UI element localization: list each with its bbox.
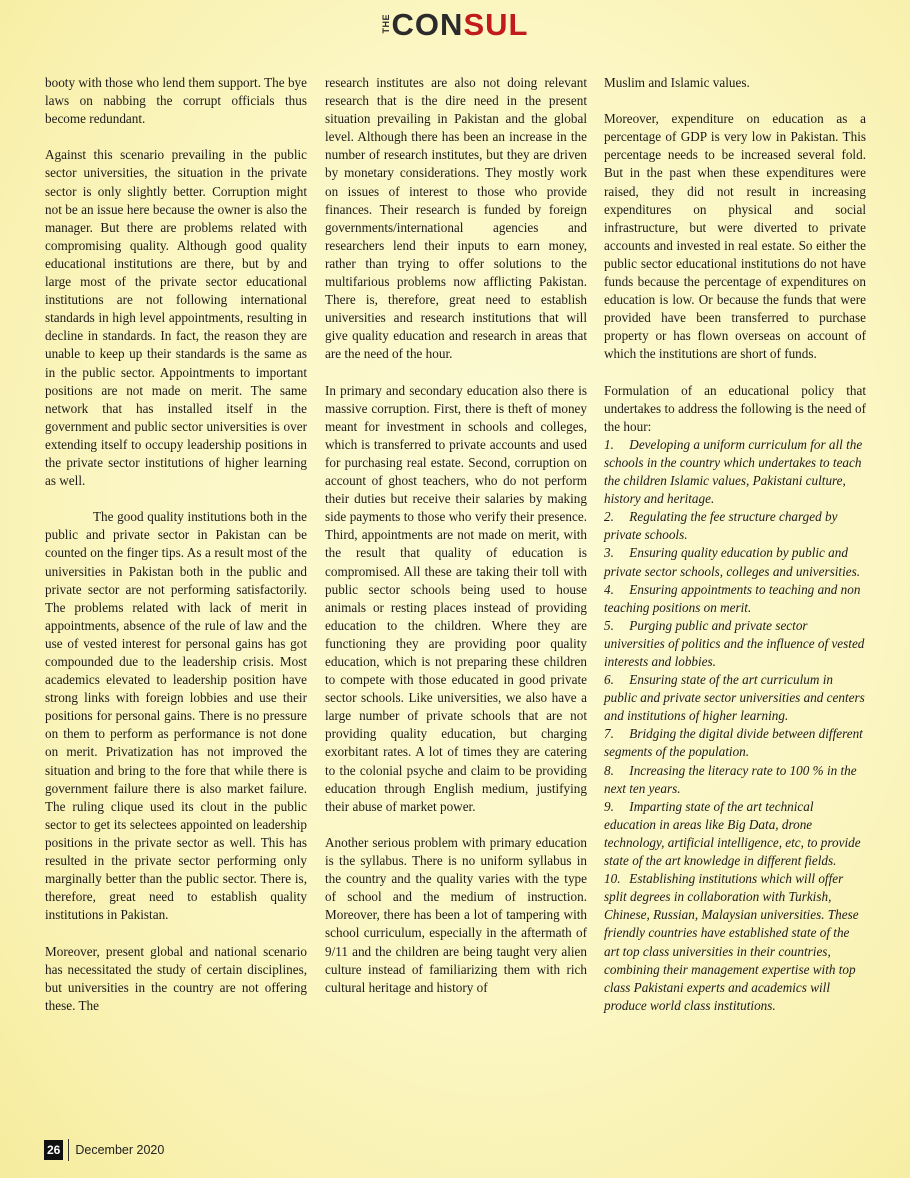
article-column-1 [45,74,307,1033]
policy-list [604,436,866,1015]
policy-list-item [604,870,866,1015]
list-item-text: Ensuring quality education by public and private sector schools, colleges and universities. [604,545,861,579]
logo-wordmark [391,6,529,42]
list-item-text: Ensuring appointments to teaching and non teaching positions on merit. [604,581,861,615]
article-column-2 [325,74,587,1015]
issue-date: December 2020 [75,1143,165,1157]
list-item-text: Purging public and private sector universities of politics and the influence of vested interests and lobbies. [604,617,865,669]
policy-list-item [604,725,866,761]
list-item-text: Establishing institutions which will offer split degrees in collaboration with Turkish, Chinese, Russian, Malaysian universities. These friendly countries have established state of the art top class universities in their countries, combining their management expertise with top class Pakistani experts and academics will produce world class institutions. [604,871,859,1013]
paragraph: Another serious problem with primary education is the syllabus. There is no uniform syllabus in the country and the quality varies with the type of school and the medium of instruction. Moreover, there has been a lot of tampering with school curriculum, especially in the aftermath of 9/11 and the children are being taught very alien culture instead of familiarizing them with rich cultural heritage and history of [325,834,587,995]
footer-divider [68,1139,69,1161]
list-number: 6. [604,672,614,688]
list-number: 10. [604,871,621,887]
list-item-text: Bridging the digital divide between different segments of the population. [604,726,863,760]
policy-list-item [604,798,866,870]
policy-list-item [604,617,866,671]
article-column-3 [604,74,866,1015]
magazine-logo [380,6,529,42]
page-number: 26 [44,1140,63,1160]
policy-list-item [604,581,866,617]
list-number: 4. [604,581,614,597]
paragraph: Against this scenario prevailing in the public sector universities, the situation in the private sector is only slightly better. Corruption might not be an issue here because the owner is also the manager. But there are problems related with compromising quality. Although good quality educational institutions are there, but by and large most of the private sector educational institutions are not following international standards in high level appointments, resulting in decline in standards. In fact, the reason they are unable to keep up their standards is the same as in the public sector. Appointments to important positions are not made on merit. The same network that has installed itself in the government and public sector universities is over extending itself to occupy leadership positions in the private sector institutions of higher learning as well. [45,147,307,489]
paragraph: Formulation of an educational policy that undertakes to address the following is the need of the hour: [604,382,866,434]
paragraph: research institutes are also not doing relevant research that is the dire need in the present situation prevailing in Pakistan and the global level. Although there has been an increase in the number of research institutes, but they are driven by monetary considerations. They mostly work on issues of interest to those who provide finances. Their research is funded by foreign governments/international agencies and researchers lend their inputs to earn money, rather than trying to offer solutions to the multifarious problems now afflicting Pakistan. There is, therefore, great need to establish universities and research institutions that will give quality education and research in areas that are the need of the hour. [325,75,587,362]
policy-list-item [604,671,866,725]
paragraph: In primary and secondary education also there is massive corruption. First, there is theft of money meant for investment in schools and colleges, which is transferred to private accounts and used for purchasing real estate. Second, corruption on account of ghost teachers, who do not perform their duties but receive their salaries by making side payments to those who verify their presence. Third, appointments are not made on merit, with the result that quality of education is compromised. All these are taking their toll with public sector schools being used to house animals or resting places instead of providing education to the children. Where they are functioning they are providing poor quality education, which is not preparing these children to compete with those educated in good private sector schools. Like universities, we also have a large number of private schools that are not providing quality education, but charging exorbitant rates. A lot of times they are catering to the colonial psyche and claim to be providing education through English medium, justifying their abuse of market power. [325,382,587,814]
list-number: 3. [604,545,614,561]
list-number: 2. [604,509,614,525]
list-number: 8. [604,762,614,778]
policy-list-item [604,762,866,798]
logo-word-part-1: CON [391,6,464,42]
policy-list-item [604,436,866,508]
paragraph: Moreover, expenditure on education as a percentage of GDP is very low in Pakistan. This percentage needs to be increased several fold. But in the past when these expenditures were raised, they did not result in increasing expenditures on physical and social infrastructure, but were diverted to private accounts and invested in real estate. So either the public sector educational institutions do not have funds because the percentage of expenditures on education is low. Or because the funds that were provided have been transferred to purchase property or has flown overseas on account of which the institutions are short of funds. [604,111,866,362]
paragraph: Moreover, present global and national scenario has necessitated the study of certain disciplines, but universities in the country are not offering these. The [45,943,307,1013]
policy-list-item [604,544,866,580]
logo-word-part-2: SUL [463,6,529,42]
logo-the: THE [380,14,391,34]
list-item-text: Ensuring state of the art curriculum in public and private sector universities and centers and institutions of higher learning. [604,672,865,724]
list-item-text: Developing a uniform curriculum for all the schools in the country which undertakes to teach the children Islamic values, Pakistani culture, history and heritage. [604,436,863,507]
list-number: 7. [604,726,614,742]
list-item-text: Imparting state of the art technical education in areas like Big Data, drone technology, artificial intelligence, etc, to provide state of the art knowledge in different fields. [604,798,861,869]
paragraph: Muslim and Islamic values. [604,75,750,90]
list-number: 9. [604,798,614,814]
list-item-text: Increasing the literacy rate to 100 % in the next ten years. [604,762,857,796]
list-number: 1. [604,436,614,452]
list-number: 5. [604,617,614,633]
policy-list-item [604,508,866,544]
list-item-text: Regulating the fee structure charged by private schools. [604,509,838,543]
paragraph: The good quality institutions both in the public and private sector in Pakistan can be counted on the finger tips. As a result most of the universities in Pakistan both in the public and private sector are not performing satisfactorily. The problems related with lack of merit in appointments, absence of the rule of law and the use of vested interest for personal gains has got compounded due to the leadership crisis. Most academics elevated to leadership position have strong links with foreign lobbies and use their positions for personal gains. There is no pressure on them to perform as performance is not done on merit. Privatization has not improved the situation and bring to the fore that while there is government failure there is also market failure. The ruling clique used its clout in the public sector to get its selectees appointed on leadership positions in the private sector as well. This has resulted in the private sector performing only marginally better than the public sector. There is, therefore, great need to establish quality institutions in Pakistan. [45,509,307,923]
paragraph: booty with those who lend them support. The bye laws on nabbing the corrupt officials thus become redundant. [45,75,307,127]
page-footer [44,1138,164,1162]
masthead [0,2,910,46]
